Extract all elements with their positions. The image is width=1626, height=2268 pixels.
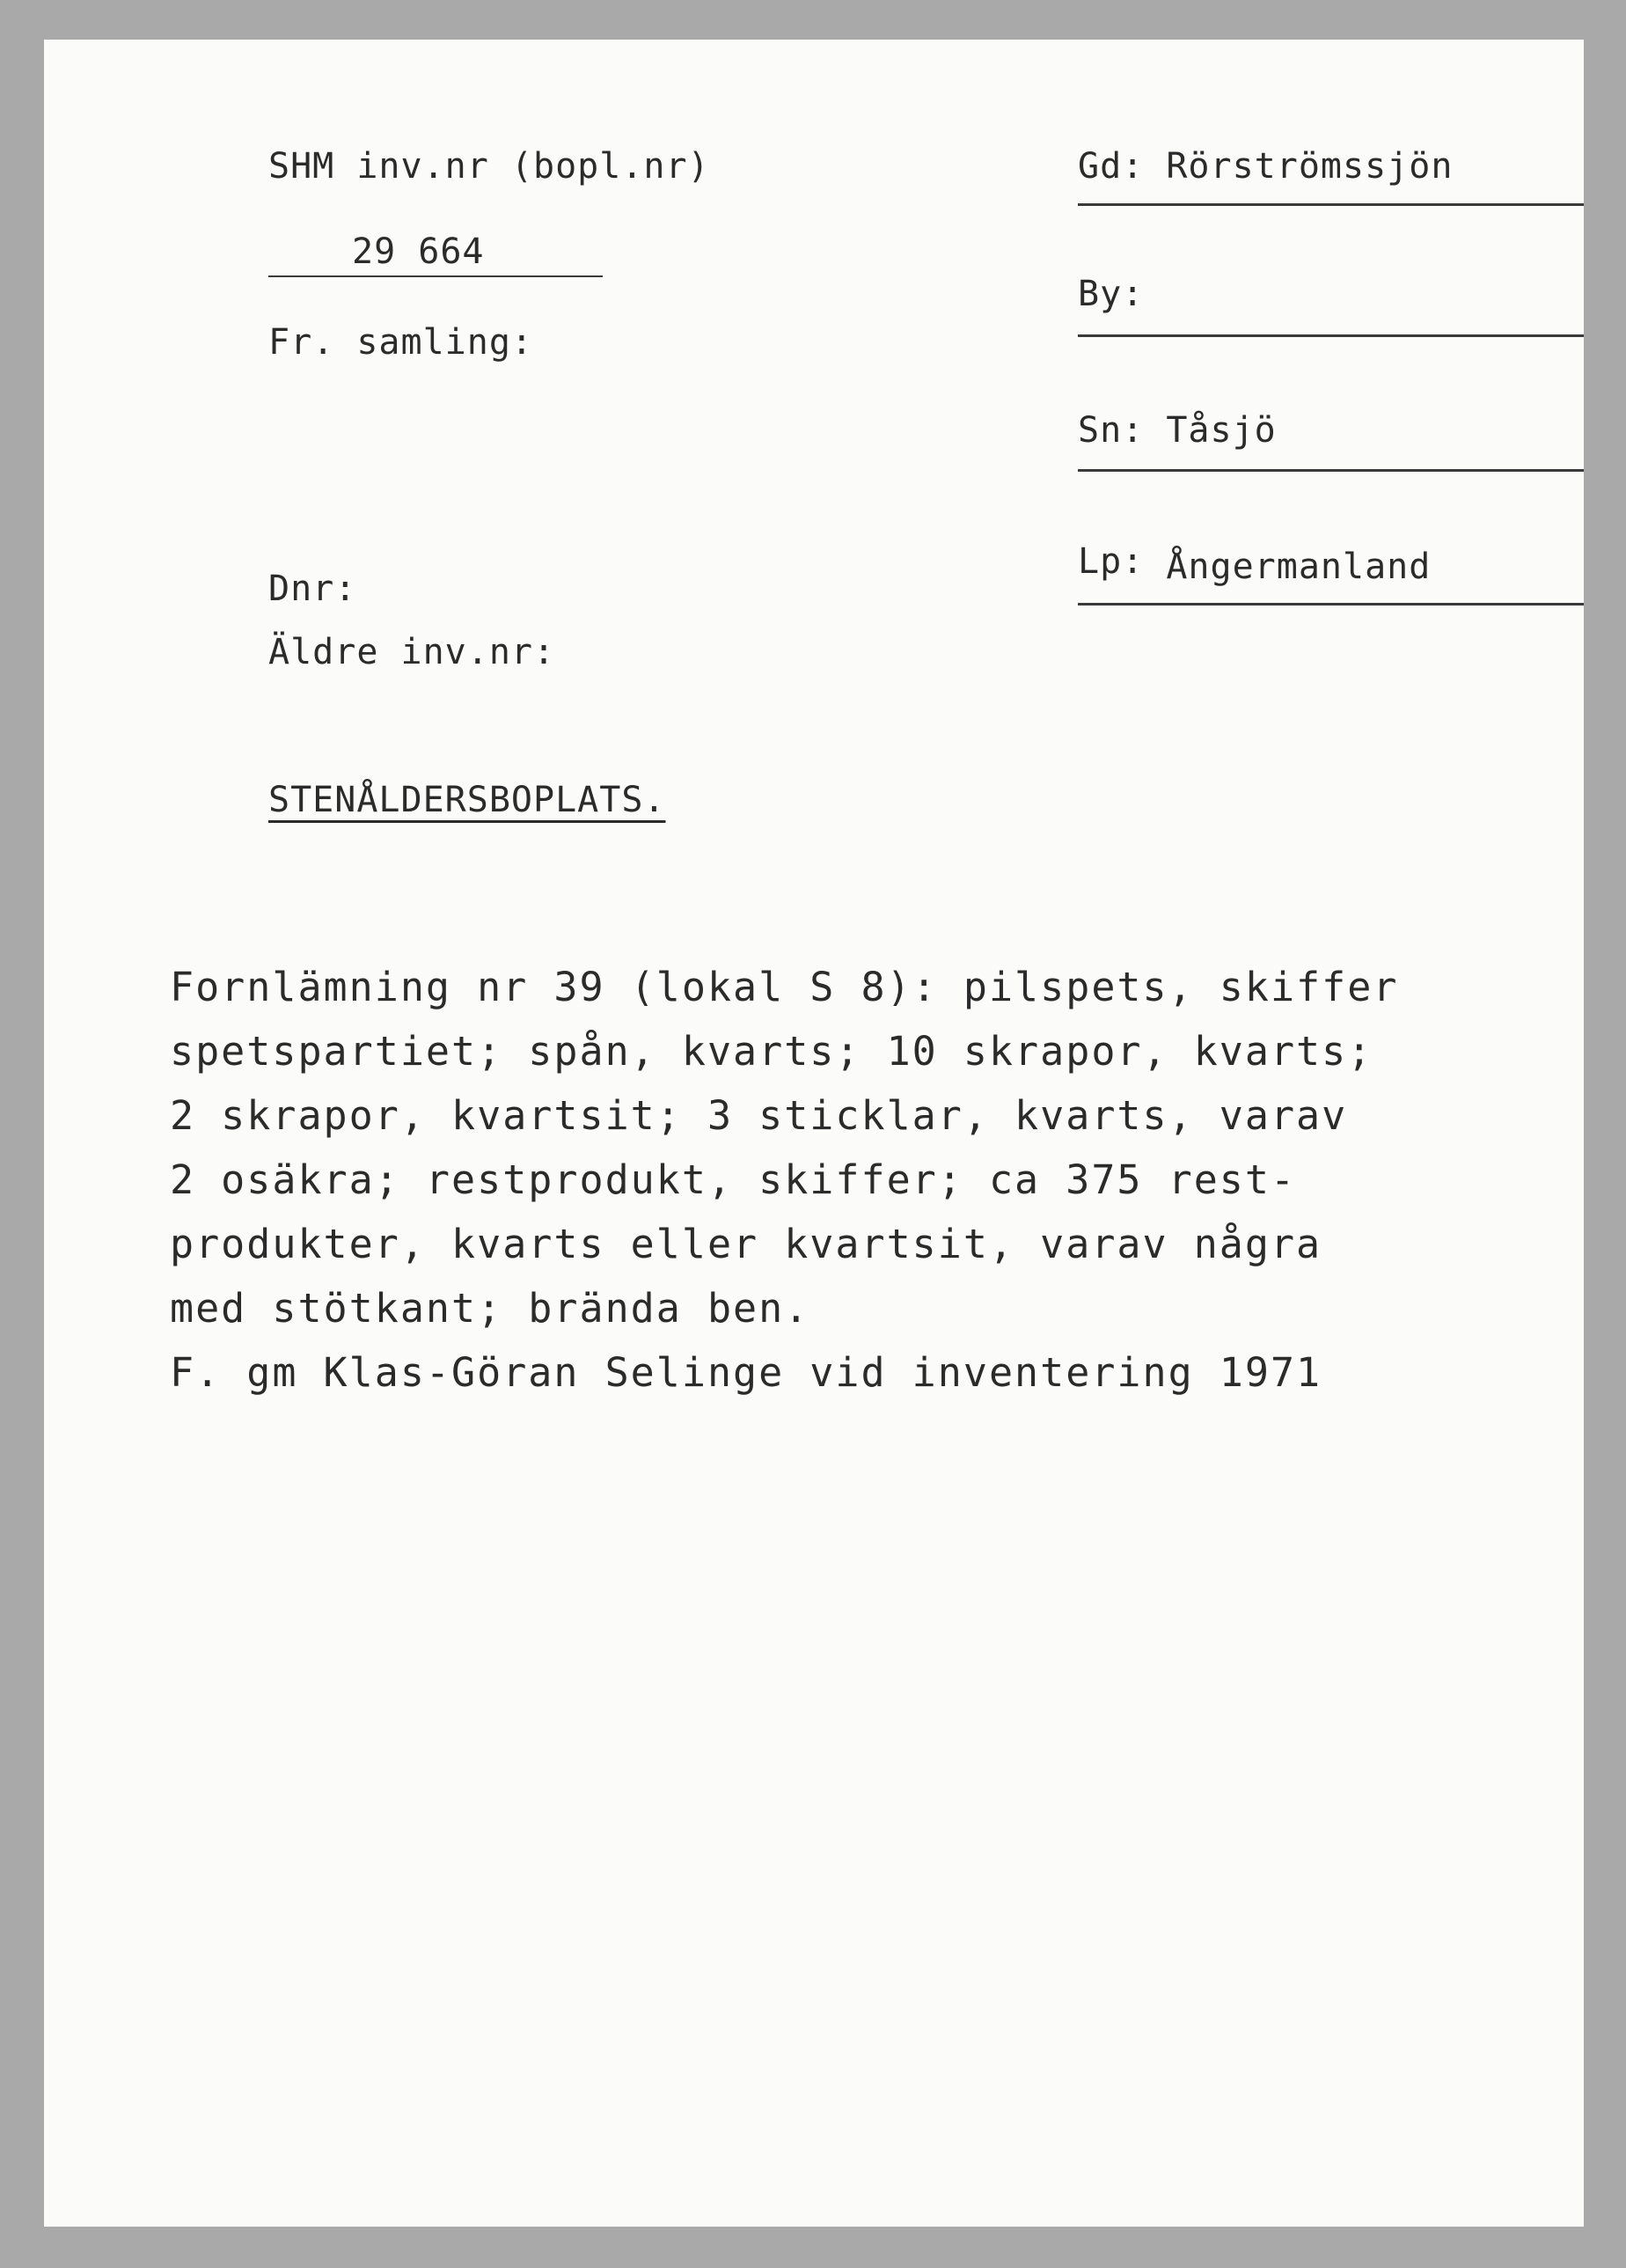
catalog-card xyxy=(44,40,1584,2227)
sn-rule xyxy=(1078,469,1584,472)
gd-label: Gd: xyxy=(1078,146,1145,187)
description-line-7: F. gm Klas-Göran Selinge vid inventering 1971 xyxy=(170,1349,1322,1396)
inv-number-underline xyxy=(268,275,603,277)
lp-rule xyxy=(1078,603,1584,606)
by-label: By: xyxy=(1078,274,1145,314)
gd-field xyxy=(1078,145,1453,187)
lp-value: Ångermanland xyxy=(1166,547,1432,587)
inv-number-value: 29 664 xyxy=(352,231,485,272)
description-line-4: 2 osäkra; restprodukt, skiffer; ca 375 rest- xyxy=(170,1156,1297,1203)
gd-rule xyxy=(1078,203,1584,206)
description-line-6: med stötkant; brända ben. xyxy=(170,1285,810,1332)
lp-field xyxy=(1078,541,1432,588)
category-heading: STENÅLDERSBOPLATS. xyxy=(268,780,666,820)
inv-number-label: SHM inv.nr (bopl.nr) xyxy=(268,146,710,187)
description-line-1: Fornlämning nr 39 (lokal S 8): pilspets, skiffer xyxy=(170,964,1399,1010)
description-line-2: spetspartiet; spån, kvarts; 10 skrapor, kvarts; xyxy=(170,1028,1373,1075)
description-line-3: 2 skrapor, kvartsit; 3 sticklar, kvarts, varav xyxy=(170,1092,1348,1139)
by-rule xyxy=(1078,334,1584,337)
collection-label: Fr. samling: xyxy=(268,322,533,363)
by-field xyxy=(1078,273,1166,315)
description-line-5: produkter, kvarts eller kvartsit, varav några xyxy=(170,1221,1322,1267)
older-inv-label: Äldre inv.nr: xyxy=(268,632,556,672)
lp-label: Lp: xyxy=(1078,541,1145,582)
sn-field xyxy=(1078,409,1277,451)
sn-label: Sn: xyxy=(1078,410,1145,451)
gd-value: Rörströmssjön xyxy=(1166,146,1454,187)
dnr-label: Dnr: xyxy=(268,569,357,609)
sn-value: Tåsjö xyxy=(1166,410,1277,451)
